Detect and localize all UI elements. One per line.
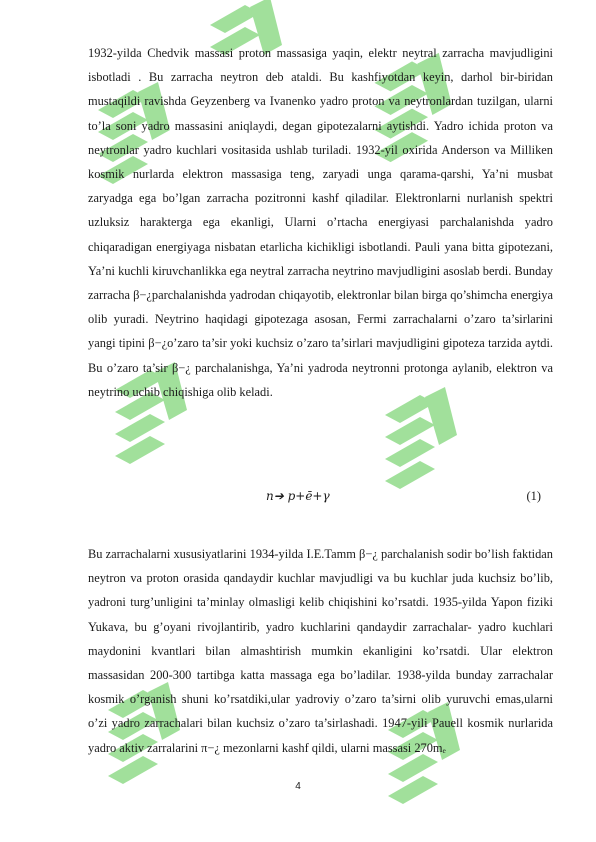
equation-row — [88, 489, 553, 513]
paragraph-2 — [88, 542, 553, 760]
paragraph-1-text: 1932-yilda Chedvik massasi proton massasiga yaqin, elektr neytral zarracha mavjudligini isbotladi . Bu zarracha neytron deb ataldi. Bu kashfiyotdan keyin, darhol bir-biridan mustaqildi ravishda Geyzenberg va Ivanenko yadro proton va neytronlardan tuzilgan, ularni to’la soni yadro massasini aniqlaydi, degan gipotezalarni aytishdi. Yadro ichida proton va neytronlar yadro kuchlari vositasida ushlab turiladi. 1932-yil oxirida Anderson va Milliken kosmik nurlarda elektron massasiga teng, zaryadi unga qarama-qarshi, Ya’ni musbat zaryadga ega bo’lgan zarracha pozitronni kashf qiladilar. Elektronlarni nurlanish spektri uzluksiz harakterga ega ekanligi, Ularni o’rtacha energiyasi parchalanishda yadro chiqaradigan energiyaga nisbatan etarlicha kichikligi isbotlandi. Pauli yana bitta gipotezani, Ya’ni kuchli kiruvchanlikka ega neytral zarracha neytrino mavjudligini asoslab berdi. Bunday zarracha β−¿parchalanishda yadrodan chiqayotib, elektronlar bilan birga qo’shimcha energiya olib yuradi. Neytrino haqidagi gipotezaga asosan, Fermi zarrachalarni o’zaro ta’sirlarini yangi tipini β−¿o’zaro ta’sir yoki kuchsiz o’zaro ta’sirlari mavjudligini gipoteza tarzida aytdi. Bu o’zaro ta’sir β−¿ parchalanishga, Ya’ni yadroda neytronni protonga aylanib, elektron va neytrino uchib chiqishiga olib keladi. — [88, 46, 553, 399]
paragraph-1 — [88, 41, 553, 404]
decay-equation: n➔ p+ē+γ — [266, 489, 330, 503]
equation-number: (1) — [526, 489, 541, 503]
paragraph-2-text: Bu zarrachalarni xususiyatlarini 1934-yilda I.E.Tamm β−¿ parchalanish sodir bo’lish faktidan neytron va proton orasida qandaydir kuchlar mavjudligi va bu kuchlar juda kuchsiz bo’lib, yadroni turg’unligini ta’minlay olmasligi kelib chiqishini ko’rsatdi. 1935-yilda Yapon fiziki Yukava, bu g’oyani rivojlantirib, yadro kuchlarini qandaydir zarrachalar- yadro kuchlari maydonini kvantlari bilan almashtirish mumkin ekanligini ko’rsatdi. Ular elektron massasidan 200-300 tartibga katta massaga ega bo’ladilar. 1938-yilda bunday zarrachalar kosmik o’rganish shuni ko’rsatdiki,ular yadroviy o’zaro ta’sirni olib yuruvchi emas,ularni o’zi yadro zarrachalari bilan kuchsiz o’zaro ta’sirlashadi. 1947-yili Pauell kosmik nurlarida yadro aktiv zarralarini π−¿ mezonlarni kashf qildi, ularni massasi 270mₑ — [88, 547, 553, 755]
page-number: 4 — [295, 781, 301, 792]
